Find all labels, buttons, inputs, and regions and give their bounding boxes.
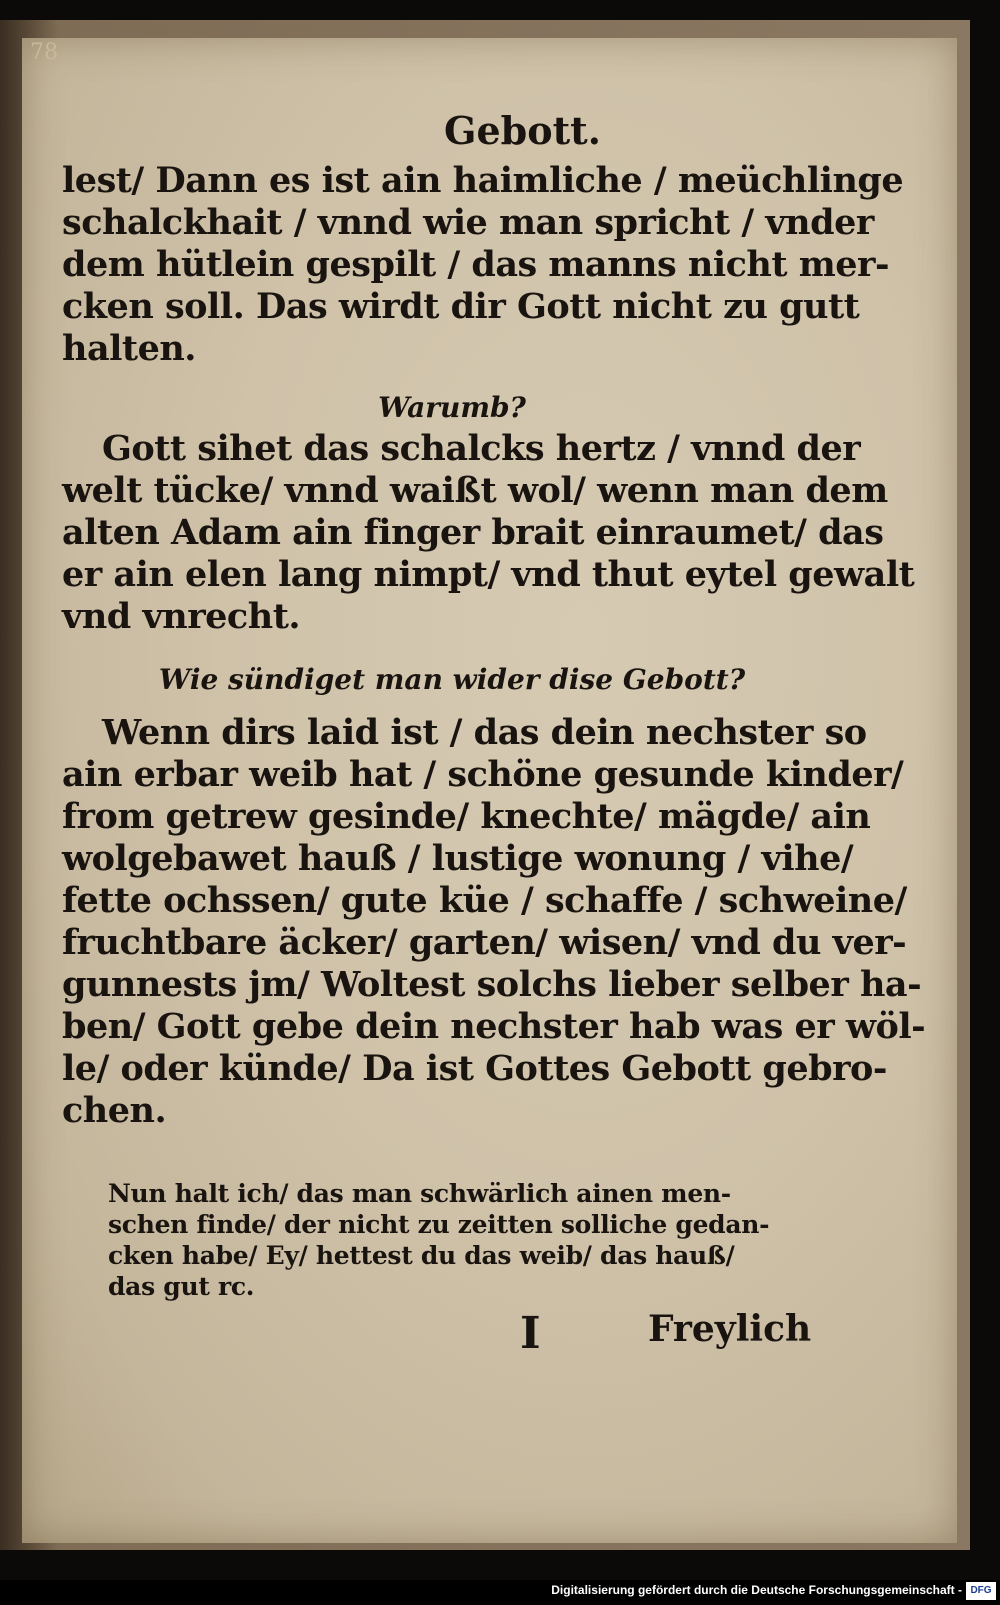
text-line: le/ oder künde/ Da ist Gottes Gebott gebro-: [62, 1048, 887, 1089]
funding-credit: Digitalisierung gefördert durch die Deutsche Forschungsgemeinschaft -: [551, 1583, 962, 1597]
text-line: Gott sihet das schalcks hertz / vnnd der: [102, 428, 861, 469]
text-line: lest/ Dann es ist ain haimliche / meüchlinge: [62, 160, 904, 201]
running-header: Gebott.: [444, 108, 601, 153]
paragraph-3: [62, 712, 926, 1132]
marginal-note: [108, 1178, 770, 1302]
text-line: chen.: [62, 1090, 167, 1131]
text-line: ben/ Gott gebe dein nechster hab was er wöl-: [62, 1006, 926, 1047]
text-line: er ain elen lang nimpt/ vnd thut eytel gewalt: [62, 554, 915, 595]
text-line: ain erbar weib hat / schöne gesunde kinder/: [62, 754, 904, 795]
section-heading: Warumb?: [378, 391, 526, 424]
text-line: dem hütlein gespilt / das manns nicht mer-: [62, 244, 889, 285]
note-line: Nun halt ich/ das man schwärlich ainen men-: [108, 1179, 731, 1208]
text-line: cken soll. Das wirdt dir Gott nicht zu gutt: [62, 286, 860, 327]
text-line: halten.: [62, 328, 196, 369]
text-line: fette ochssen/ gute küe / schaffe / schweine/: [62, 880, 907, 921]
signature-mark: I: [520, 1308, 541, 1359]
text-line: gunnests jm/ Woltest solchs lieber selber ha-: [62, 964, 922, 1005]
text-line: schalckhait / vnnd wie man spricht / vnder: [62, 202, 874, 243]
text-line: vnd vnrecht.: [62, 596, 301, 637]
section-warumb: [62, 388, 915, 638]
catchword: Freylich: [648, 1308, 812, 1350]
text-line: alten Adam ain finger brait einraumet/ das: [62, 512, 884, 553]
dfg-logo-icon: DFG: [966, 1582, 996, 1600]
text-line: wolgebawet hauß / lustige wonung / vihe/: [62, 838, 854, 879]
section-heading: Wie sündiget man wider dise Gebott?: [158, 663, 746, 696]
page-number-fragment: 78: [30, 40, 58, 65]
text-line: Wenn dirs laid ist / das dein nechster so: [102, 712, 867, 753]
paragraph-1: [62, 160, 904, 370]
footer-bar: [0, 1580, 1000, 1605]
text-line: welt tücke/ vnnd waißt wol/ wenn man dem: [62, 470, 888, 511]
note-line: das gut rc.: [108, 1272, 255, 1301]
note-line: cken habe/ Ey/ hettest du das weib/ das hauß/: [108, 1241, 735, 1270]
section-sin: [62, 660, 802, 700]
note-line: schen finde/ der nicht zu zeitten solliche gedan-: [108, 1210, 770, 1239]
text-line: from getrew gesinde/ knechte/ mägde/ ain: [62, 796, 871, 837]
text-line: fruchtbare äcker/ garten/ wisen/ vnd du ver-: [62, 922, 907, 963]
